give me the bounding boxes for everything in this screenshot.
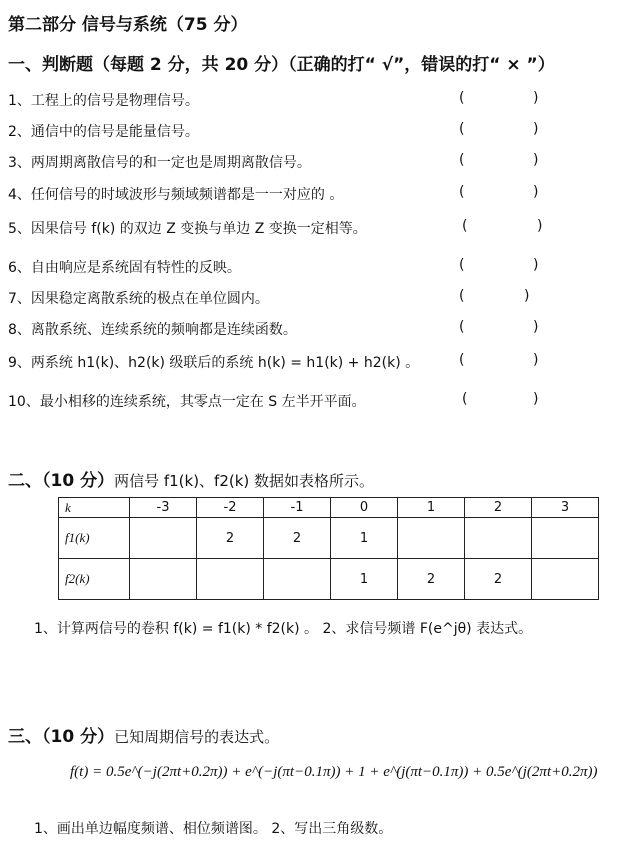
question-9: 9、两系统 h1(k)、h2(k) 级联后的系统 h(k) = h1(k) + h2(k) 。	[8, 355, 420, 371]
answer-paren-close: )	[533, 352, 539, 368]
section2-text: 两信号 f1(k)、f2(k) 数据如表格所示。	[114, 472, 375, 490]
table-cell	[130, 518, 197, 559]
signal-table	[58, 497, 599, 600]
answer-paren-close: )	[524, 288, 530, 304]
table-cell	[398, 518, 465, 559]
answer-paren-close: )	[533, 184, 539, 200]
row-label: f1(k)	[59, 518, 130, 559]
answer-paren-open: (	[459, 319, 465, 335]
question-1: 1、工程上的信号是物理信号。	[8, 93, 199, 109]
answer-paren-close: )	[533, 90, 539, 106]
answer-paren-open: (	[459, 184, 465, 200]
table-header-cell: -3	[130, 498, 197, 518]
answer-paren-close: )	[533, 319, 539, 335]
question-10: 10、最小相移的连续系统，其零点一定在 S 左半开平面。	[8, 394, 366, 410]
table-cell	[532, 518, 599, 559]
table-header-cell: -2	[197, 498, 264, 518]
table-cell: 2	[197, 518, 264, 559]
section3-label: 三、（10 分）	[8, 727, 115, 747]
question-5: 5、因果信号 f(k) 的双边 Z 变换与单边 Z 变换一定相等。	[8, 221, 367, 237]
answer-paren-close: )	[537, 218, 543, 234]
table-header-cell: 3	[532, 498, 599, 518]
table-header-cell: k	[59, 498, 130, 518]
section1-title: 一、判断题（每题 2 分，共 20 分）（正确的打“ √”，错误的打“ × ”）	[8, 55, 555, 75]
table-cell: 2	[465, 559, 532, 600]
section3-heading	[8, 722, 279, 747]
section2-heading	[8, 466, 374, 491]
answer-paren-close: )	[533, 391, 539, 407]
question-7: 7、因果稳定离散系统的极点在单位圆内。	[8, 291, 269, 307]
part-title: 第二部分 信号与系统（75 分）	[8, 15, 248, 35]
answer-paren-open: (	[459, 352, 465, 368]
section3-text: 已知周期信号的表达式。	[114, 728, 280, 746]
section3-subquestions: 1、画出单边幅度频谱、相位频谱图。 2、写出三角级数。	[34, 821, 393, 837]
answer-paren-close: )	[533, 257, 539, 273]
table-header-cell: 1	[398, 498, 465, 518]
answer-paren-open: (	[459, 121, 465, 137]
table-cell	[465, 518, 532, 559]
answer-paren-open: (	[459, 257, 465, 273]
table-cell	[130, 559, 197, 600]
table-header-cell: 0	[331, 498, 398, 518]
table-cell: 1	[331, 559, 398, 600]
question-8: 8、离散系统、连续系统的频响都是连续函数。	[8, 322, 297, 338]
section2-subquestions: 1、计算两信号的卷积 f(k) = f1(k) * f2(k) 。 2、求信号频谱 F(e^jθ) 表达式。	[34, 621, 533, 637]
table-header-cell: -1	[264, 498, 331, 518]
table-cell	[197, 559, 264, 600]
question-3: 3、两周期离散信号的和一定也是周期离散信号。	[8, 155, 311, 171]
table-row	[59, 518, 599, 559]
table-cell	[532, 559, 599, 600]
table-cell: 2	[398, 559, 465, 600]
answer-paren-open: (	[459, 90, 465, 106]
table-header-row	[59, 498, 599, 518]
table-cell: 2	[264, 518, 331, 559]
section3-formula: f(t) = 0.5e^(−j(2πt+0.2π)) + e^(−j(πt−0.1π)) + 1 + e^(j(πt−0.1π)) + 0.5e^(j(2πt+0.2π))	[70, 764, 598, 780]
question-6: 6、自由响应是系统固有特性的反映。	[8, 260, 241, 276]
answer-paren-open: (	[459, 288, 465, 304]
answer-paren-open: (	[462, 391, 468, 407]
table-cell	[264, 559, 331, 600]
question-2: 2、通信中的信号是能量信号。	[8, 124, 199, 140]
answer-paren-close: )	[533, 152, 539, 168]
table-row	[59, 559, 599, 600]
table-cell: 1	[331, 518, 398, 559]
section2-label: 二、（10 分）	[8, 471, 115, 491]
answer-paren-close: )	[533, 121, 539, 137]
answer-paren-open: (	[459, 152, 465, 168]
row-label: f2(k)	[59, 559, 130, 600]
answer-paren-open: (	[462, 218, 468, 234]
table-header-cell: 2	[465, 498, 532, 518]
question-4: 4、任何信号的时域波形与频域频谱都是一一对应的 。	[8, 187, 344, 203]
